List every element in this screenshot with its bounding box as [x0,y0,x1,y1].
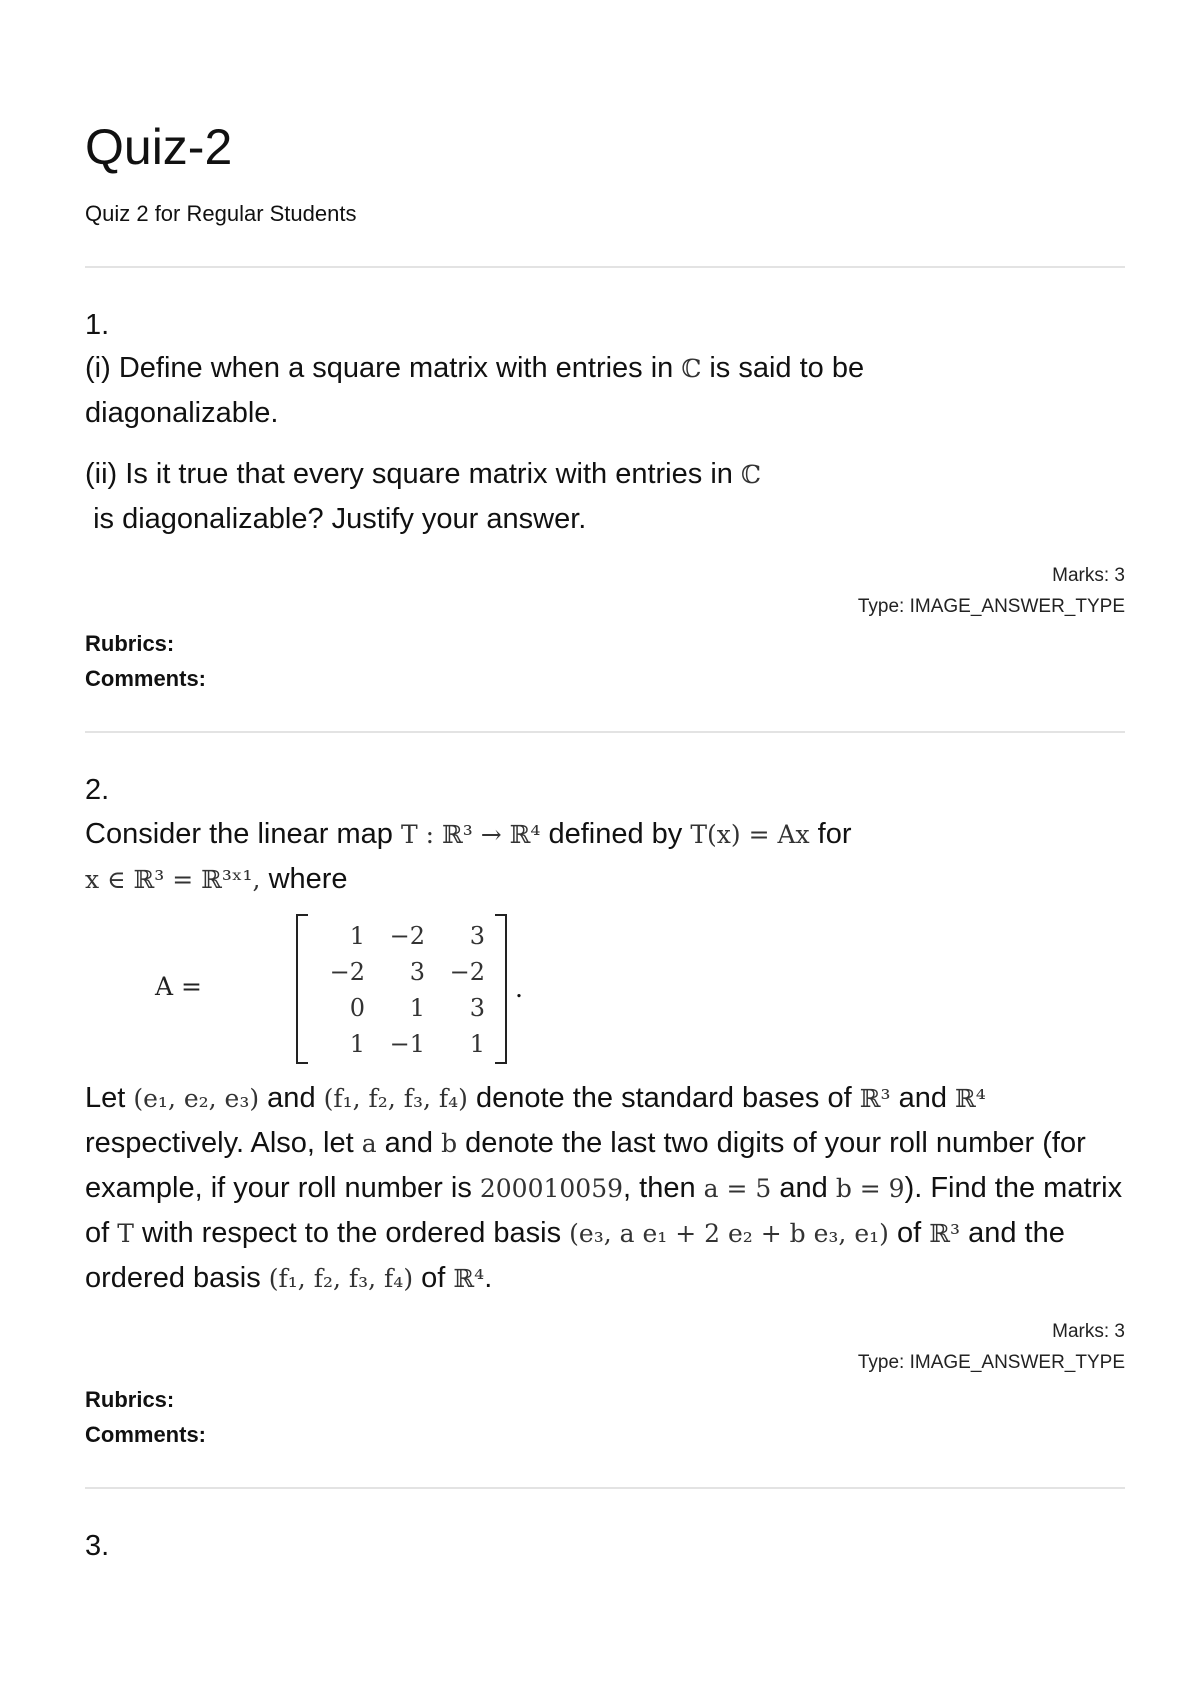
question-1-part-i: (i) Define when a square matrix with entries in ℂ is said to be diagonalizable. [85,352,865,429]
basis-e: (e₁, e₂, e₃) [133,1084,260,1113]
question-3-number: 3. [85,1530,110,1562]
comments-label: Comments: [85,666,207,691]
r4-symbol: ℝ⁴ [955,1084,986,1113]
r4-symbol: ℝ⁴ [453,1264,485,1293]
question-2-meta [858,1316,1125,1378]
matrix-cell: 3 [469,922,485,950]
matrix-cell: −2 [449,958,485,986]
question-1-text [85,346,985,435]
matrix-lhs: A = [155,972,202,1001]
marks-label: Marks: 3 [1052,565,1125,586]
matrix-cell: −1 [389,1030,425,1058]
var-T: T [117,1219,134,1248]
matrix-row [305,1026,485,1062]
r3-symbol: ℝ³ [929,1219,961,1248]
question-1-part-ii: (ii) Is it true that every square matrix with entries in ℂ is diagonalizable? Justify your answer. [85,458,761,535]
complex-field-symbol: ℂ [681,354,702,383]
quiz-subtitle: Quiz 2 for Regular Students [85,201,357,226]
matrix-cell: 1 [409,994,425,1022]
matrix-right-bracket [495,914,507,1064]
matrix-cell: −2 [329,958,365,986]
section-divider [85,1487,1125,1489]
domain-expression: x ∈ ℝ³ = ℝ³ˣ¹, [85,865,261,894]
map-expression: T : ℝ³ → ℝ⁴ [400,820,541,849]
var-b: b [441,1129,458,1158]
question-1-number: 1. [85,309,110,341]
matrix-cell: −2 [389,922,425,950]
section-divider [85,266,1125,268]
ordered-basis-codomain: (f₁, f₂, f₃, f₄) [268,1264,414,1293]
answer-type-label: Type: IMAGE_ANSWER_TYPE [857,1352,1125,1373]
quiz-title: Quiz-2 [85,119,233,175]
matrix-A [155,914,575,1064]
map-definition: T(x) = Ax [690,820,810,849]
rubrics-label: Rubrics: [85,1387,175,1412]
matrix-row [305,990,485,1026]
question-2-body: Let (e₁, e₂, e₃) and (f₁, f₂, f₃, f₄) denote the standard bases of ℝ³ and ℝ⁴ respectively. Also, let a and b denote the last two digits of your roll number (for example, if your roll number is 200010059, then a = 5 and b = 9). Find the matrix of T with respect to the ordered basis (e₃, a e₁ + 2 e₂ + b e₃, e₁) of ℝ³ and the ordered basis (f₁, f₂, f₃, f₄) of ℝ⁴. [85,1082,1123,1294]
matrix-cell: 1 [469,1030,485,1058]
matrix-cell: 3 [469,994,485,1022]
marks-label: Marks: 3 [1052,1321,1125,1342]
roll-number-example: 200010059 [479,1174,624,1203]
answer-type-label: Type: IMAGE_ANSWER_TYPE [857,596,1125,617]
section-divider [85,731,1125,733]
question-2-intro: Consider the linear map T : ℝ³ → ℝ⁴ defined by T(x) = Ax for x ∈ ℝ³ = ℝ³ˣ¹, where [85,818,852,895]
var-a: a [361,1129,377,1158]
question-1-meta [858,560,1125,622]
matrix-cell: 1 [349,1030,365,1058]
matrix-row [305,954,485,990]
matrix-cell: 3 [409,958,425,986]
basis-f: (f₁, f₂, f₃, f₄) [323,1084,468,1113]
matrix-row [305,918,485,954]
ordered-basis-domain: (e₃, a e₁ + 2 e₂ + b e₃, e₁) [569,1219,889,1248]
matrix-cell: 0 [349,994,365,1022]
comments-label: Comments: [85,1422,207,1447]
matrix-entries [305,918,485,1062]
matrix-cell: 1 [349,922,365,950]
r3-symbol: ℝ³ [859,1084,891,1113]
question-2-number: 2. [85,774,110,806]
matrix-period: . [515,974,523,1003]
b-value: b = 9 [835,1174,905,1203]
a-value: a = 5 [703,1174,772,1203]
complex-field-symbol: ℂ [740,460,761,489]
rubrics-label: Rubrics: [85,631,175,656]
